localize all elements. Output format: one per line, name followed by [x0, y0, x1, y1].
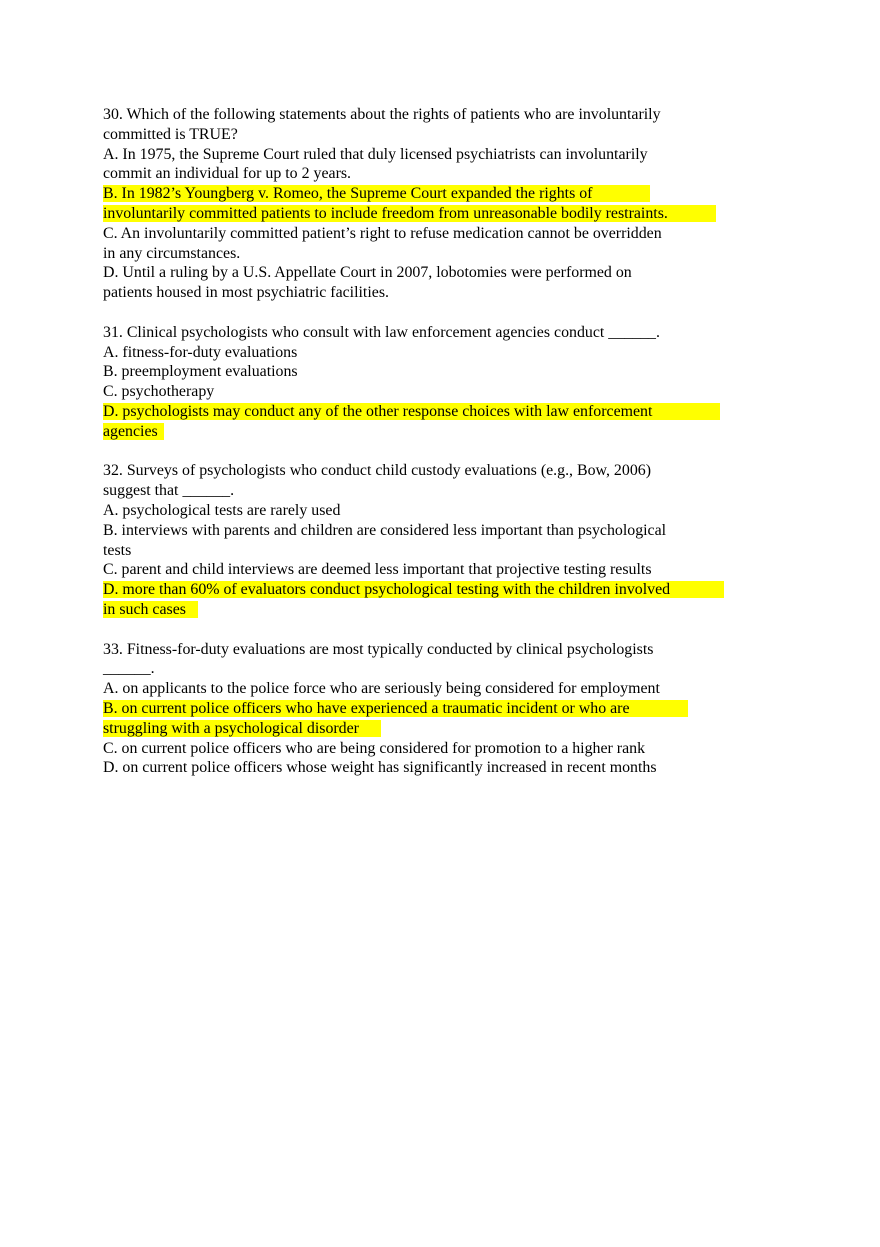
option-b	[103, 521, 775, 561]
stem-line: 33. Fitness-for-duty evaluations are most typically conducted by clinical psychologists	[103, 640, 654, 658]
option-line	[103, 600, 775, 620]
option-d-highlighted-answer	[103, 580, 775, 620]
option-a	[103, 679, 775, 699]
option-d	[103, 263, 775, 303]
option-line	[103, 184, 775, 204]
option-c	[103, 224, 775, 264]
option-b-highlighted-answer	[103, 699, 775, 739]
stem-line: ______.	[103, 660, 155, 678]
option-line	[103, 699, 775, 719]
option-line: C. on current police officers who are being considered for promotion to a higher rank	[103, 739, 646, 757]
highlight-mark: involuntarily committed patients to include freedom from unreasonable bodily restraints.	[103, 205, 716, 222]
option-line: commit an individual for up to 2 years.	[103, 165, 352, 183]
stem-line: committed is TRUE?	[103, 125, 238, 143]
option-line: C. An involuntarily committed patient’s right to refuse medication cannot be overridden	[103, 224, 662, 242]
option-line: C. parent and child interviews are deemed less important that projective testing results	[103, 561, 652, 579]
question-33	[103, 640, 775, 779]
question-30	[103, 105, 775, 303]
option-c	[103, 739, 775, 759]
option-b-highlighted-answer	[103, 184, 775, 224]
option-line: B. preemployment evaluations	[103, 363, 298, 381]
highlight-mark: D. more than 60% of evaluators conduct psychological testing with the children involved	[103, 581, 724, 598]
option-d	[103, 758, 775, 778]
highlight-mark: agencies	[103, 423, 164, 440]
option-line: patients housed in most psychiatric facilities.	[103, 284, 389, 302]
option-line: in any circumstances.	[103, 244, 241, 262]
option-line	[103, 719, 775, 739]
stem-line: 30. Which of the following statements about the rights of patients who are involuntarily	[103, 106, 661, 123]
question-31	[103, 323, 775, 442]
option-line: A. on applicants to the police force who are seriously being considered for employment	[103, 680, 660, 698]
option-line: B. interviews with parents and children are considered less important than psychological	[103, 521, 667, 539]
question-stem	[103, 323, 775, 343]
question-stem	[103, 640, 775, 680]
option-a	[103, 343, 775, 363]
option-line: tests	[103, 541, 132, 559]
option-b	[103, 362, 775, 382]
highlight-mark: B. In 1982’s Youngberg v. Romeo, the Supreme Court expanded the rights of	[103, 185, 650, 202]
option-a	[103, 145, 775, 185]
highlight-mark: struggling with a psychological disorder	[103, 720, 381, 737]
option-line: D. on current police officers whose weight has significantly increased in recent months	[103, 759, 657, 777]
highlight-mark: D. psychologists may conduct any of the other response choices with law enforcement	[103, 403, 720, 420]
option-line: A. In 1975, the Supreme Court ruled that duly licensed psychiatrists can involuntarily	[103, 145, 648, 163]
option-line	[103, 402, 775, 422]
option-a	[103, 501, 775, 521]
question-32	[103, 461, 775, 619]
question-stem	[103, 461, 775, 501]
option-c	[103, 560, 775, 580]
stem-line: 32. Surveys of psychologists who conduct child custody evaluations (e.g., Bow, 2006)	[103, 462, 652, 480]
stem-line: suggest that ______.	[103, 482, 235, 500]
highlight-mark: B. on current police officers who have experienced a traumatic incident or who are	[103, 700, 688, 717]
option-line	[103, 204, 775, 224]
question-stem	[103, 105, 775, 145]
option-d-highlighted-answer	[103, 402, 775, 442]
option-c	[103, 382, 775, 402]
highlight-mark: in such cases	[103, 601, 198, 618]
option-line	[103, 580, 775, 600]
question-list	[103, 105, 775, 798]
option-line: D. Until a ruling by a U.S. Appellate Court in 2007, lobotomies were performed on	[103, 264, 632, 282]
stem-line: 31. Clinical psychologists who consult with law enforcement agencies conduct ______.	[103, 323, 660, 341]
option-line: A. psychological tests are rarely used	[103, 501, 341, 519]
option-line: A. fitness-for-duty evaluations	[103, 343, 298, 361]
option-line	[103, 422, 775, 442]
option-line: C. psychotherapy	[103, 383, 215, 401]
